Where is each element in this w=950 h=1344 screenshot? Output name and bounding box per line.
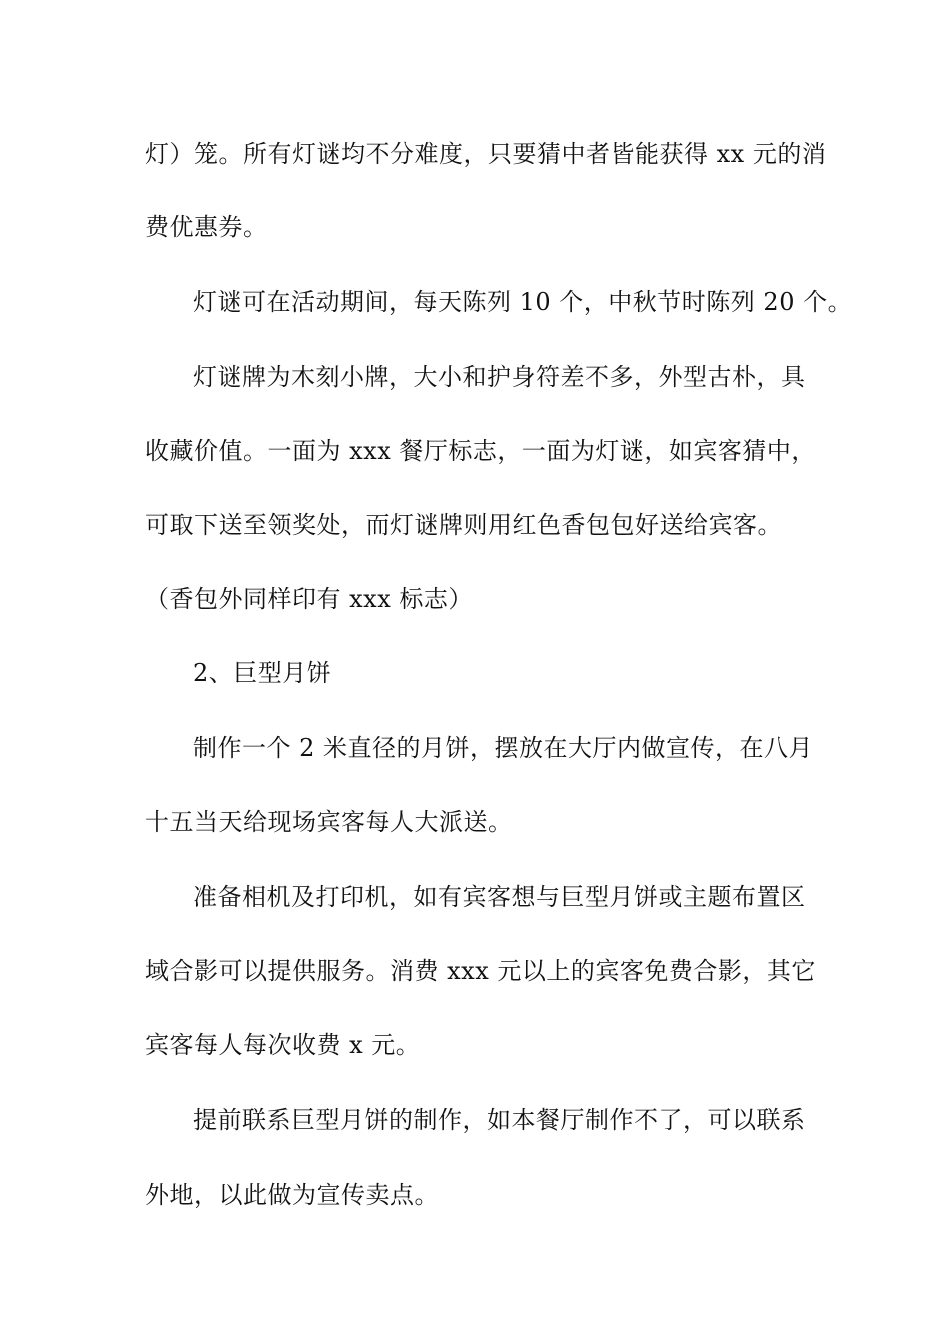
text-line: 准备相机及打印机，如有宾客想与巨型月饼或主题布置区: [193, 883, 806, 911]
text-line: 收藏价值。一面为 xxx 餐厅标志，一面为灯谜，如宾客猜中，: [145, 437, 816, 465]
text-line: 制作一个 2 米直径的月饼，摆放在大厅内做宣传，在八月: [193, 734, 814, 762]
text-line: 费优惠券。: [145, 213, 268, 241]
text-line: 灯）笼。所有灯谜均不分难度，只要猜中者皆能获得 xx 元的消: [145, 140, 827, 168]
text-line: 灯谜牌为木刻小牌，大小和护身符差不多，外型古朴，具: [193, 363, 806, 391]
text-line: 宾客每人每次收费 x 元。: [145, 1031, 421, 1059]
text-line: 十五当天给现场宾客每人大派送。: [145, 808, 513, 836]
text-line: 域合影可以提供服务。消费 xxx 元以上的宾客免费合影，其它: [145, 957, 816, 985]
text-line: 灯谜可在活动期间，每天陈列 10 个，中秋节时陈列 20 个。: [193, 288, 853, 316]
text-line: （香包外同样印有 xxx 标志）: [145, 585, 473, 613]
text-line: 提前联系巨型月饼的制作，如本餐厅制作不了，可以联系: [193, 1106, 806, 1134]
text-line: 外地，以此做为宣传卖点。: [145, 1181, 439, 1209]
text-line: 可取下送至领奖处，而灯谜牌则用红色香包包好送给宾客。: [145, 511, 782, 539]
section-heading: 2、巨型月饼: [193, 659, 332, 687]
